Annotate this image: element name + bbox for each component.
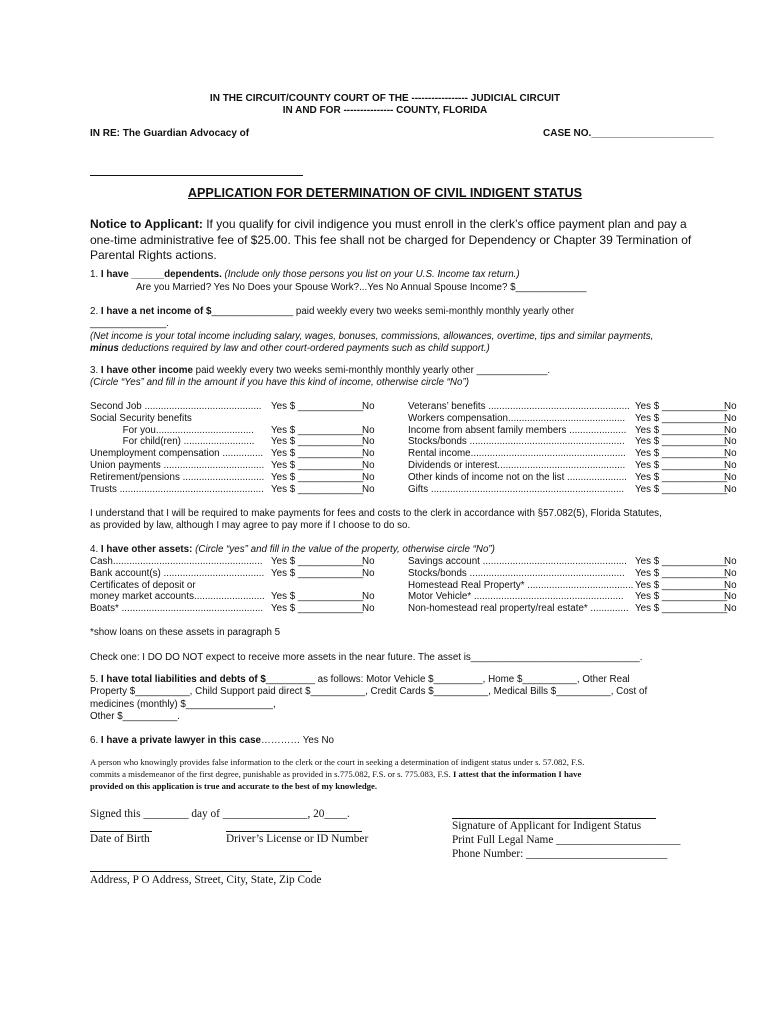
case-number-field[interactable]: CASE NO.______________________ [543,128,714,139]
asset-row[interactable]: Non-homestead real property/real estate* .............. Yes $ ____________ No [408,603,737,615]
q3-note: (Circle “Yes” and fill in the amount if you have this kind of income, otherwise circle “No”) [90,377,469,389]
applicant-signature-label: Signature of Applicant for Indigent Status [452,820,642,832]
income-row[interactable]: Income from absent family members ..................... Yes $ ____________ No [408,424,737,436]
applicant-signature-line[interactable] [452,818,656,819]
signed-date-line[interactable]: Signed this ________ day of _______________, 20____. [90,808,350,820]
question-other-income [90,365,550,390]
q2-other-blank[interactable]: ______________. [90,318,170,330]
income-row[interactable]: For you.................................... Yes $ ____________ No [90,424,375,436]
asset-row[interactable]: Savings account ..................................................... Yes $ ____________ No [408,556,737,567]
attestation-end: provided on this application is true and accurate to the best of my knowledge. [90,780,378,791]
income-row[interactable]: Veterans’ benefits .................................................... Yes $ ____________ No [408,401,737,412]
q5-line-1[interactable]: _________ as follows: Motor Vehicle $_________, Home $__________, Other Real [265,674,630,685]
court-line-2: IN AND FOR --------------- COUNTY, FLORIDA [282,105,488,116]
notice-paragraph [90,217,691,264]
question-other-assets [90,544,495,556]
q5-lead: I have total liabilities and debts of $ [100,674,266,685]
perjury-warning [90,757,584,792]
q3-lead: I have other income [100,365,193,376]
q6-number: 6. [90,735,101,746]
income-table-right [408,401,748,495]
q1-lead[interactable]: I have ______dependents. [100,269,222,280]
asset-row[interactable]: Boats* .................................................... Yes $ ____________ No [90,603,375,615]
address-line[interactable] [90,871,312,872]
acknowledgement-line-1: I understand that I will be required to make payments for fees and costs to the clerk in accordance with §57.082(5), Florida Statutes, [90,508,662,519]
print-name-field[interactable]: Print Full Legal Name ______________________ [452,834,681,846]
income-row[interactable]: For child(ren) .......................... Yes $ ____________ No [90,436,375,448]
question-dependents [90,268,586,294]
question-net-income [90,306,653,356]
date-of-birth-label: Date of Birth [90,833,150,845]
notice-line-3: Parental Rights actions. [90,248,217,262]
q6-yes-no[interactable]: ………… Yes No [261,735,334,746]
q1-spouse-line[interactable]: Are you Married? Yes No Does your Spouse Work?...Yes No Annual Spouse Income? $_____________ [136,282,587,293]
drivers-license-label: Driver’s License or ID Number [226,833,369,845]
q1-note: (Include only those persons you list on your U.S. Income tax return.) [221,269,520,280]
warning-line-2: commits a misdemeanor of the first degree, punishable as provided in s.775.082, F.S. or s. 775.083, F.S. [90,768,453,779]
question-liabilities [90,674,647,724]
q5-line-4[interactable]: Other $__________. [90,711,180,723]
income-row[interactable]: Union payments ..................................... Yes $ ____________ No [90,459,375,471]
acknowledgement-line-2: as provided by law, although I may agree to pay more if I choose to do so. [90,520,411,532]
drivers-license-line[interactable] [226,831,362,832]
asset-row[interactable]: Homestead Real Property* ....................................... Yes $ ____________ No [408,579,737,591]
question-private-lawyer[interactable] [90,735,334,746]
q5-line-2[interactable]: Property $__________, Child Support paid direct $__________, Credit Cards $__________, Medical Bills $__________, Cost of [90,686,648,698]
phone-number-field[interactable]: Phone Number: _________________________ [452,848,668,860]
q5-line-3[interactable]: medicines (monthly) $________________, [90,698,276,710]
notice-line-2: one-time administrative fee of $25.00. This fee shall not be charged for Dependency or Chapter 39 Termination of [90,232,692,247]
q3-frequency-options[interactable]: paid weekly every two weeks semi-monthly monthly yearly other _____________. [192,365,551,376]
income-row[interactable]: Gifts ....................................................................... Yes $ ____________ No [408,483,737,495]
income-row[interactable]: Second Job ........................................... Yes $ ____________ No [90,401,375,412]
address-label: Address, P O Address, Street, City, State, Zip Code [90,874,322,886]
income-row[interactable]: Unemployment compensation ............... Yes $ ____________ No [90,448,375,460]
asset-row[interactable]: money market accounts.......................... Yes $ ____________ No [90,591,375,603]
income-row[interactable]: Stocks/bonds ......................................................... Yes $ ____________ No [408,436,737,448]
q1-number: 1. [90,269,101,280]
asset-row[interactable]: Cash....................................................... Yes $ ____________ No [90,556,375,567]
date-of-birth-line[interactable] [90,831,152,832]
income-row: Social Security benefits [90,412,192,424]
asset-row[interactable]: Bank account(s) ..................................... Yes $ ____________ No [90,567,375,579]
q2-note-2: deductions required by law and other court-ordered payments such as child support.) [118,343,490,355]
asset-row: Certificates of deposit or [90,579,196,591]
q3-number: 3. [90,365,101,376]
ward-name-line[interactable] [90,175,303,176]
q2-frequency-options[interactable]: _______________ paid weekly every two weeks semi-monthly monthly yearly other [211,306,575,317]
attestation-start: I attest that the information I have [452,768,582,779]
q4-number: 4. [90,544,101,555]
payment-acknowledgement [90,508,662,533]
q2-number: 2. [90,306,101,317]
q2-lead: I have a net income of $ [100,306,212,317]
income-row[interactable]: Dividends or interest............................................... Yes $ ____________ No [408,459,737,471]
q2-note-1: (Net income is your total income including salary, wages, bonuses, commissions, allowances, overtime, tips and similar payments, [90,330,654,342]
notice-lead: Notice to Applicant: [90,217,203,231]
income-row[interactable]: Workers compensation........................................... Yes $ ____________ No [408,412,737,424]
notice-line-1: If you qualify for civil indigence you must enroll in the clerk’s office payment plan and pay a [202,217,687,231]
q4-note: (Circle “yes” and fill in the value of the property, otherwise circle “No”) [192,544,495,555]
income-row[interactable]: Other kinds of income not on the list ...................... Yes $ ____________ No [408,471,737,483]
court-line-1: IN THE CIRCUIT/COUNTY COURT OF THE ----------------- JUDICIAL CIRCUIT [209,93,561,104]
q6-lead: I have a private lawyer in this case [100,735,262,746]
warning-line-1: A person who knowingly provides false information to the clerk or the court in seeking a determination of indigent status under s. 57.082, F.S. [90,757,585,767]
q5-number: 5. [90,674,101,685]
form-title: APPLICATION FOR DETERMINATION OF CIVIL INDIGENT STATUS [187,186,583,200]
income-row[interactable]: Rental income......................................................... Yes $ ____________ No [408,448,737,460]
check-one-line[interactable]: Check one: I DO DO NOT expect to receive more assets in the near future. The asset is_______________________________. [90,652,643,663]
q4-lead: I have other assets: [100,544,193,555]
asset-row[interactable]: Motor Vehicle* ....................................................... Yes $ ____________ No [408,591,737,603]
income-row[interactable]: Trusts ..................................................... Yes $ ____________ No [90,483,375,495]
in-re-label: IN RE: The Guardian Advocacy of [90,128,250,139]
assets-table-right [408,556,748,615]
loans-note: *show loans on these assets in paragraph 5 [90,627,281,638]
income-row[interactable]: Retirement/pensions .............................. Yes $ ____________ No [90,471,375,483]
q2-note-minus: minus [90,343,119,355]
income-table-left [90,401,390,495]
assets-table-left [90,556,390,615]
asset-row[interactable]: Stocks/bonds ......................................................... Yes $ ____________ No [408,567,737,579]
